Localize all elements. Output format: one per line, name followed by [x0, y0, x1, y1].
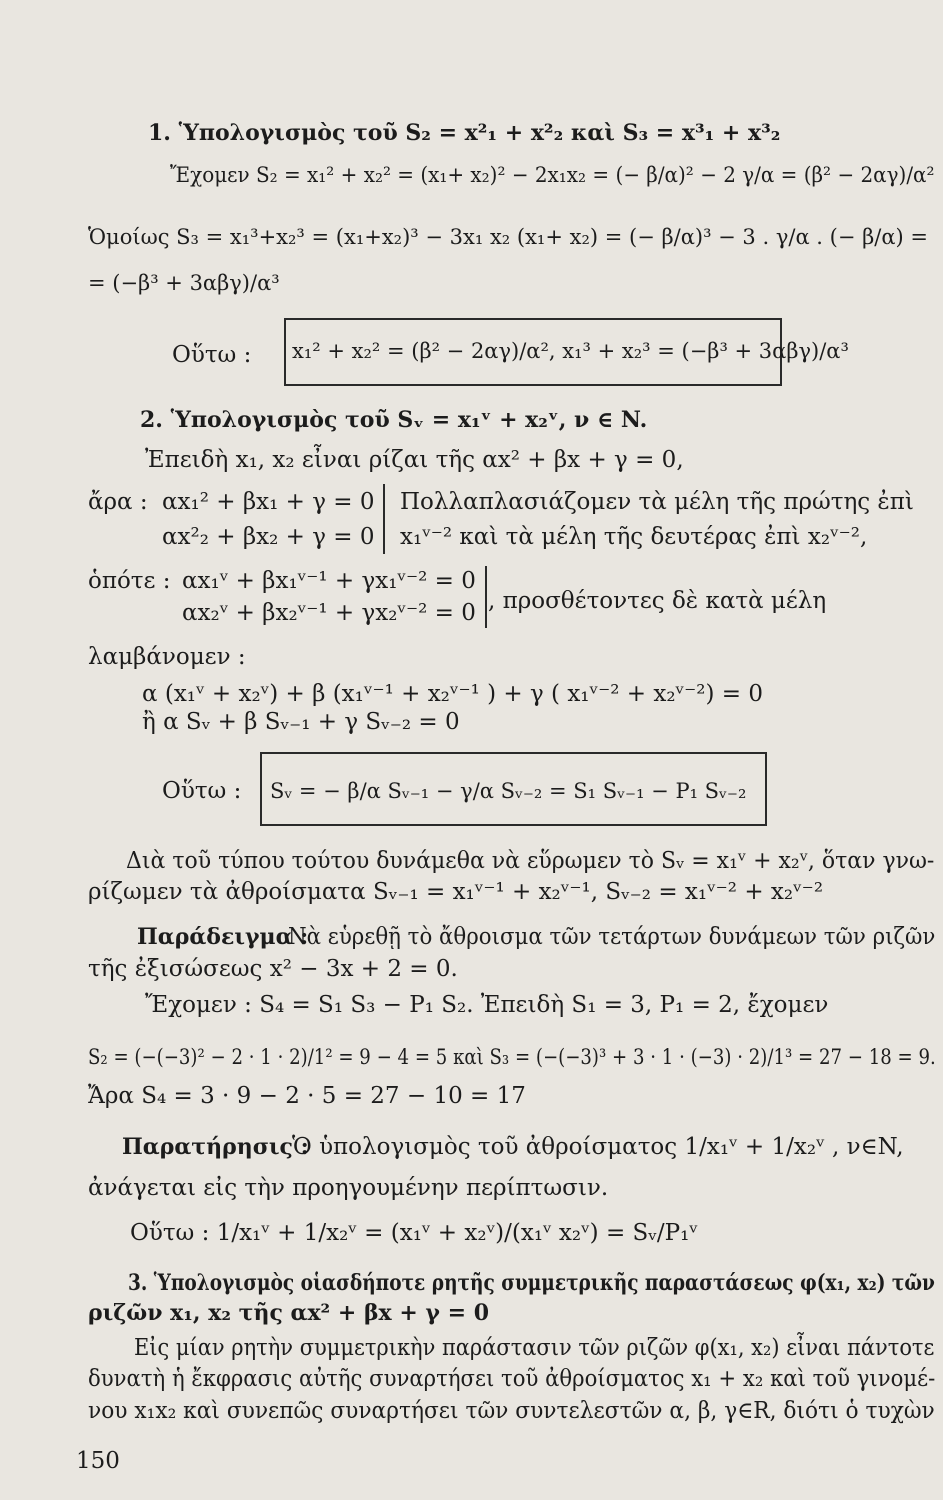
equation: ἢ α Sᵥ + β Sᵥ₋₁ + γ Sᵥ₋₂ = 0	[142, 709, 460, 735]
section-3-heading: 3. Ὑπολογισμὸς οἱασδήποτε ρητῆς συμμετρικῆς παραστάσεως φ(x₁, x₂) τῶν	[128, 1270, 935, 1296]
equation: S₂ = (−(−3)² − 2 · 1 · 2)/1² = 9 − 4 = 5 καὶ S₃ = (−(−3)³ + 3 · 1 · (−3) · 2)/1³ = 27 − 18 = 9.	[88, 1045, 936, 1069]
equation: α (x₁ᵛ + x₂ᵛ) + β (x₁ᵛ⁻¹ + x₂ᵛ⁻¹ ) + γ ( x₁ᵛ⁻² + x₂ᵛ⁻²) = 0	[142, 681, 763, 707]
page-number: 150	[76, 1448, 120, 1474]
example-label: Παράδειγμα :	[137, 924, 309, 950]
equation: αx₂ᵛ + βx₂ᵛ⁻¹ + γx₂ᵛ⁻² = 0	[182, 600, 476, 626]
text-line: Διὰ τοῦ τύπου τούτου δυνάμεθα νὰ εὕρωμεν τὸ Sᵥ = x₁ᵛ + x₂ᵛ, ὅταν γνω-	[126, 848, 935, 874]
section-1-heading: 1. Ὑπολογισμὸς τοῦ S₂ = x²₁ + x²₂ καὶ S₃ = x³₁ + x³₂	[148, 120, 781, 146]
section-2-heading: 2. Ὑπολογισμὸς τοῦ Sᵥ = x₁ᵛ + x₂ᵛ, ν ∈ N.	[140, 407, 648, 433]
remark-label: Παρατήρησις :	[122, 1134, 309, 1160]
paragraph-line: δυνατὴ ἡ ἔκφρασις αὐτῆς συναρτήσει τοῦ ἀθροίσματος x₁ + x₂ καὶ τοῦ γινομέ-	[88, 1366, 936, 1392]
text-line: ρίζωμεν τὰ ἀθροίσματα Sᵥ₋₁ = x₁ᵛ⁻¹ + x₂ᵛ⁻¹, Sᵥ₋₂ = x₁ᵛ⁻² + x₂ᵛ⁻²	[88, 879, 824, 905]
boxed-formula: Sᵥ = − β/α Sᵥ₋₁ − γ/α Sᵥ₋₂ = S₁ Sᵥ₋₁ − P₁ Sᵥ₋₂	[270, 779, 747, 803]
bracket-bar	[485, 566, 487, 628]
bracket-bar	[383, 484, 385, 554]
equation: Οὕτω : 1/x₁ᵛ + 1/x₂ᵛ = (x₁ᵛ + x₂ᵛ)/(x₁ᵛ x₂ᵛ) = Sᵥ/P₁ᵛ	[130, 1220, 698, 1246]
text-line: Ὁμοίως S₃ = x₁³+x₂³ = (x₁+x₂)³ − 3x₁ x₂ (x₁+ x₂) = (− β/α)³ − 3 . γ/α . (− β/α) =	[88, 225, 928, 249]
boxed-formula: x₁² + x₂² = (β² − 2αγ)/α², x₁³ + x₂³ = (−β³ + 3αβγ)/α³	[292, 339, 849, 363]
boxed-label: Οὕτω :	[172, 342, 252, 368]
text-line: Ἐπειδὴ x₁, x₂ εἶναι ρίζαι τῆς αx² + βx + γ = 0,	[145, 447, 684, 473]
text-line: λαμβάνομεν :	[88, 644, 246, 670]
text-line: = (−β³ + 3αβγ)/α³	[88, 271, 280, 295]
text-line: Ὁ ὑπολογισμὸς τοῦ ἀθροίσματος 1/x₁ᵛ + 1/x₂ᵛ , ν∈N,	[292, 1134, 904, 1160]
text-line: ἀνάγεται εἰς τὴν προηγουμένην περίπτωσιν.	[88, 1175, 609, 1201]
text-line: x₁ᵛ⁻² καὶ τὰ μέλη τῆς δευτέρας ἐπὶ x₂ᵛ⁻²,	[400, 524, 868, 550]
text-line: , προσθέτοντες δὲ κατὰ μέλη	[488, 588, 827, 614]
text-line: Ἔχομεν S₂ = x₁² + x₂² = (x₁+ x₂)² − 2x₁x₂ = (− β/α)² − 2 γ/α = (β² − 2αγ)/α²	[170, 163, 935, 187]
text-line: ἄρα :	[88, 489, 148, 515]
section-3-heading-cont: ριζῶν x₁, x₂ τῆς αx² + βx + γ = 0	[88, 1300, 490, 1326]
text-line: τῆς ἐξισώσεως x² − 3x + 2 = 0.	[88, 956, 458, 982]
text-line: Νὰ εὑρεθῇ τὸ ἄθροισμα τῶν τετάρτων δυνάμεων τῶν ριζῶν	[288, 924, 936, 950]
equation: Ἄρα S₄ = 3 · 9 − 2 · 5 = 27 − 10 = 17	[88, 1083, 526, 1109]
boxed-label: Οὕτω :	[162, 778, 242, 804]
paragraph-line: νου x₁x₂ καὶ συνεπῶς συναρτήσει τῶν συντελεστῶν α, β, γ∈R, διότι ὁ τυχὼν	[88, 1398, 935, 1424]
equation: αx²₂ + βx₂ + γ = 0	[162, 524, 375, 550]
equation: αx₁² + βx₁ + γ = 0	[162, 489, 375, 515]
text-line: Ἔχομεν : S₄ = S₁ S₃ − P₁ S₂. Ἐπειδὴ S₁ = 3, P₁ = 2, ἔχομεν	[145, 992, 829, 1018]
paragraph-line: Εἰς μίαν ρητὴν συμμετρικὴν παράστασιν τῶν ριζῶν φ(x₁, x₂) εἶναι πάντοτε	[134, 1335, 935, 1361]
text-line: Πολλαπλασιάζομεν τὰ μέλη τῆς πρώτης ἐπὶ	[400, 489, 914, 515]
equation: αx₁ᵛ + βx₁ᵛ⁻¹ + γx₁ᵛ⁻² = 0	[182, 568, 476, 594]
text-line: ὁπότε :	[88, 568, 171, 594]
